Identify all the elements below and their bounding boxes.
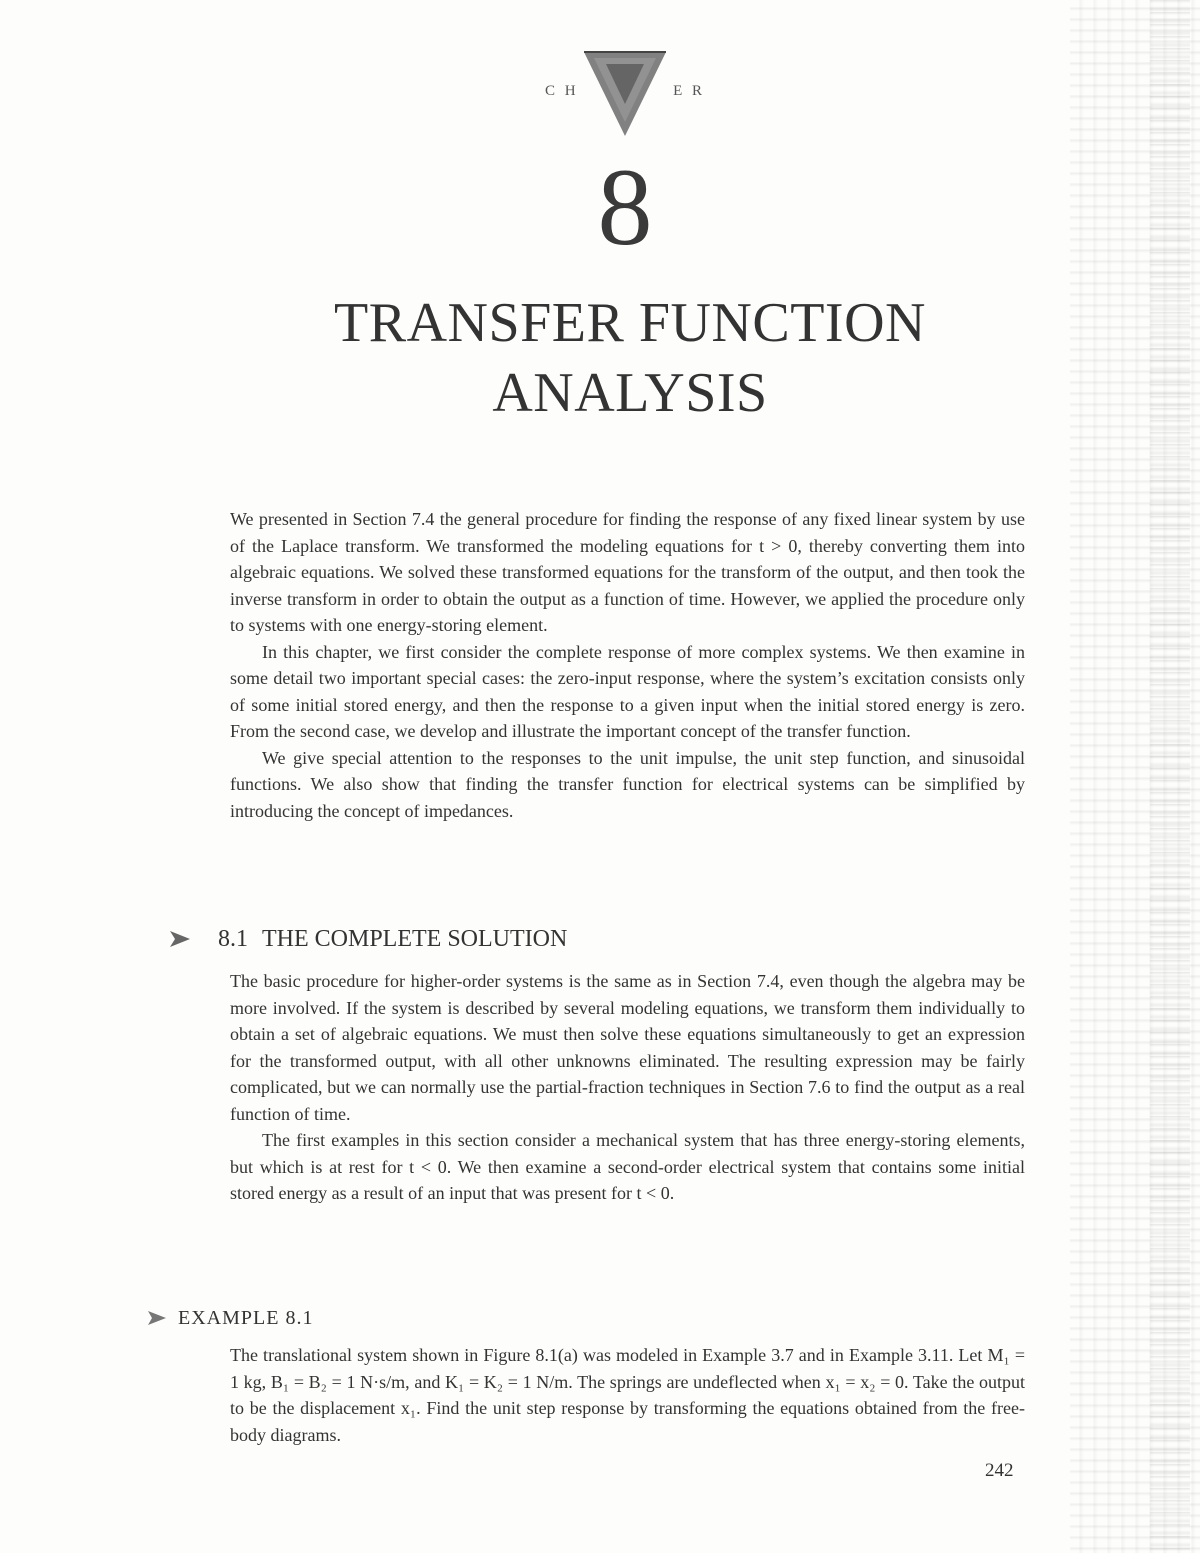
example-arrow-icon — [148, 1310, 166, 1326]
page-number: 242 — [985, 1460, 1014, 1481]
section-paragraph: The first examples in this section consider a mechanical system that has three energy-storing elements, but which is at rest for t < 0. We then examine a second-order electrical system that contains some initial stored energy as a result of an input that was present for t < 0. — [230, 1130, 1025, 1203]
example-paragraph: The translational system shown in Figure 8.1(a) was modeled in Example 3.7 and in Example 3.11. Let M₁ = 1 kg, B₁ = B₂ = 1 N·s/m, and K₁ = K₂ = 1 N/m. The springs are undeflected when x₁ = x₂ = 0. Take the output to be the displacement x₁. Find the unit step response by transforming the equations obtained from the free-body diagrams. — [230, 1345, 1025, 1445]
example-title: EXAMPLE 8.1 — [178, 1306, 314, 1329]
intro-paragraph: In this chapter, we first consider the complete response of more complex systems. We then examine in some detail two important special cases: the zero-input response, where the system’s excitation consists only of some initial stored energy, and then the response to a given input when the initial stored energy is zero. From the second case, we develop and illustrate the important concept of the transfer function. — [230, 641, 1025, 741]
intro-paragraph: We presented in Section 7.4 the general procedure for finding the response of any fixed linear system by use of the Laplace transform. We transformed the modeling equations for t > 0, thereby converting them into algebraic equations. We solved these transformed equations for the transform of the output, and then took the inverse transform in order to obtain the output as a function of time. However, we applied the procedure only to systems with one energy-storing element. — [230, 509, 1025, 635]
example-heading — [148, 1303, 313, 1333]
section-paragraph: The basic procedure for higher-order systems is the same as in Section 7.4, even though the algebra may be more involved. If the system is described by several modeling equations, we transform them individually to obtain a set of algebraic equations. We must then solve these equations simultaneously to get an expression for the transformed output, with all other unknowns eliminated. The resulting expression may be fairly complicated, but we can normally use the partial-fraction techniques in Section 7.6 to find the output as a real function of time. — [230, 971, 1025, 1124]
chapter-title-line-1: TRANSFER FUNCTION — [334, 292, 926, 354]
example-text — [230, 1342, 1025, 1448]
section-arrow-icon — [170, 930, 190, 948]
chapter-label-right: E R — [673, 82, 705, 99]
chapter-number: 8 — [597, 146, 653, 268]
chapter-label-left: C H — [545, 82, 579, 99]
section-title: THE COMPLETE SOLUTION — [262, 925, 568, 952]
chapter-label — [545, 76, 705, 106]
section-heading — [170, 922, 567, 956]
section-number: 8.1 — [218, 925, 248, 952]
intro-text — [230, 506, 1025, 824]
intro-paragraph: We give special attention to the responses to the unit impulse, the unit step function, and sinusoidal functions. We also show that finding the transfer function for electrical systems can be simplified by introducing the concept of impedances. — [230, 747, 1025, 821]
section-text — [230, 968, 1025, 1207]
chapter-title-line-2: ANALYSIS — [492, 362, 768, 424]
chapter-title — [0, 288, 1200, 428]
